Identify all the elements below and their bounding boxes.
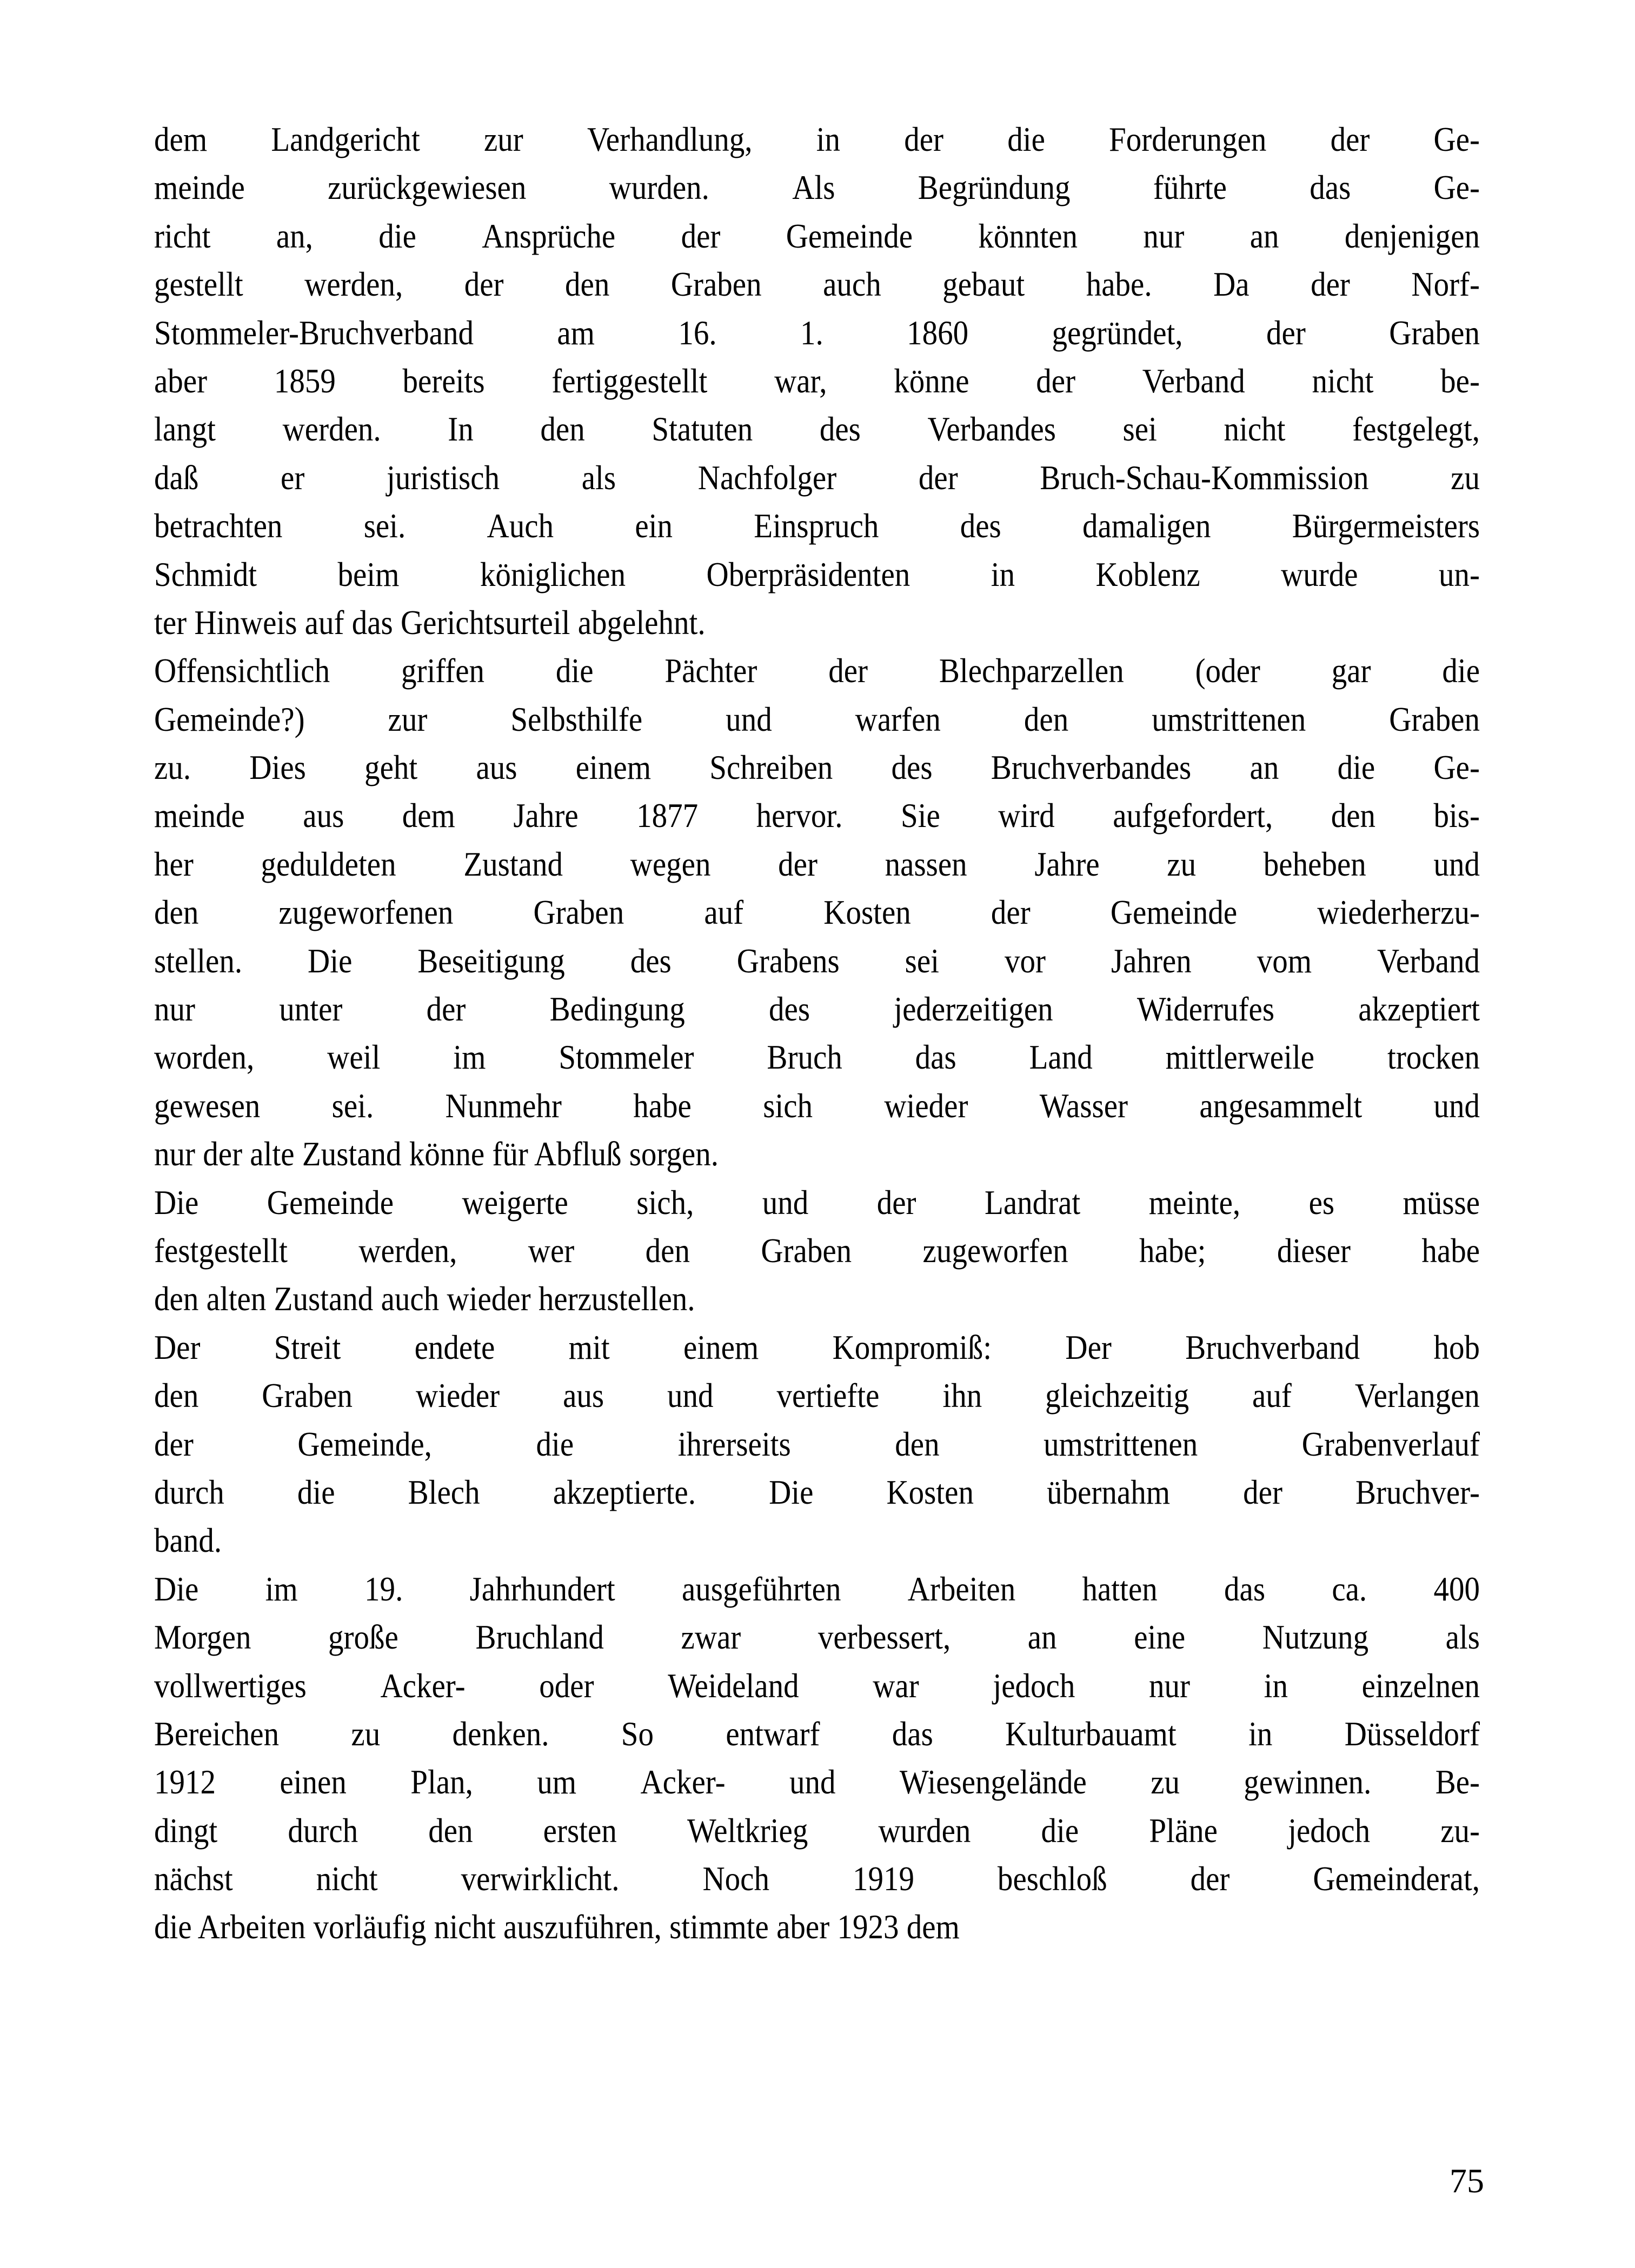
text-line: 1912 einen Plan, um Acker- und Wiesengelände zu gewinnen. Be-: [154, 1763, 1480, 1802]
text-line: stellen. Die Beseitigung des Grabens sei vor Jahren vom Verband: [154, 942, 1480, 980]
text-line: nur unter der Bedingung des jederzeitigen Widerrufes akzeptiert: [154, 990, 1480, 1029]
text-line: den alten Zustand auch wieder herzustellen.: [154, 1280, 695, 1318]
paragraph: [154, 1179, 1480, 1324]
text-line: Schmidt beim königlichen Oberpräsidenten in Koblenz wurde un-: [154, 555, 1480, 593]
text-line: der Gemeinde, die ihrerseits den umstrittenen Grabenverlauf: [154, 1425, 1480, 1463]
paragraph: [154, 647, 1480, 1178]
text-line: vollwertiges Acker- oder Weideland war jedoch nur in einzelnen: [154, 1666, 1480, 1705]
paragraph: [154, 1565, 1480, 1952]
text-line: worden, weil im Stommeler Bruch das Land mittlerweile trocken: [154, 1038, 1480, 1077]
text-line: den zugeworfenen Graben auf Kosten der Gemeinde wiederherzu-: [154, 893, 1480, 932]
text-line: den Graben wieder aus und vertiefte ihn gleichzeitig auf Verlangen: [154, 1377, 1480, 1415]
text-line: aber 1859 bereits fertiggestellt war, könne der Verband nicht be-: [154, 362, 1480, 400]
paragraph: [154, 1324, 1480, 1565]
text-line: band.: [154, 1522, 222, 1560]
text-line: gestellt werden, der den Graben auch gebaut habe. Da der Norf-: [154, 265, 1480, 304]
text-line: zu. Dies geht aus einem Schreiben des Bruchverbandes an die Ge-: [154, 749, 1480, 787]
body-text-block: [154, 116, 1480, 1952]
text-line: her geduldeten Zustand wegen der nassen Jahre zu beheben und: [154, 845, 1480, 883]
text-line: Die im 19. Jahrhundert ausgeführten Arbeiten hatten das ca. 400: [154, 1570, 1480, 1608]
text-line: festgestellt werden, wer den Graben zugeworfen habe; dieser habe: [154, 1231, 1480, 1270]
text-line: Stommeler-Bruchverband am 16. 1. 1860 gegründet, der Graben: [154, 313, 1480, 352]
text-line: Der Streit endete mit einem Kompromiß: Der Bruchverband hob: [154, 1328, 1480, 1366]
text-line: durch die Blech akzeptierte. Die Kosten übernahm der Bruchver-: [154, 1473, 1480, 1511]
text-line: betrachten sei. Auch ein Einspruch des damaligen Bürgermeisters: [154, 507, 1480, 545]
text-line: die Arbeiten vorläufig nicht auszuführen, stimmte aber 1923 dem: [154, 1908, 960, 1946]
text-line: Bereichen zu denken. So entwarf das Kulturbauamt in Düsseldorf: [154, 1715, 1480, 1753]
page-number: 75: [1450, 2162, 1484, 2200]
text-line: dem Landgericht zur Verhandlung, in der die Forderungen der Ge-: [154, 121, 1480, 158]
text-line: daß er juristisch als Nachfolger der Bruch-Schau-Kommission zu: [154, 458, 1480, 497]
text-line: langt werden. In den Statuten des Verbandes sei nicht festgelegt,: [154, 410, 1480, 449]
text-line: Offensichtlich griffen die Pächter der Blechparzellen (oder gar die: [154, 652, 1480, 690]
text-line: ter Hinweis auf das Gerichtsurteil abgelehnt.: [154, 603, 706, 642]
text-line: meinde aus dem Jahre 1877 hervor. Sie wird aufgefordert, den bis-: [154, 797, 1480, 835]
text-line: nächst nicht verwirklicht. Noch 1919 beschloß der Gemeinderat,: [154, 1860, 1480, 1898]
text-line: meinde zurückgewiesen wurden. Als Begründung führte das Ge-: [154, 169, 1480, 207]
text-line: Gemeinde?) zur Selbsthilfe und warfen den umstrittenen Graben: [154, 700, 1480, 738]
paragraph: [154, 116, 1480, 647]
text-line: dingt durch den ersten Weltkrieg wurden die Pläne jedoch zu-: [154, 1811, 1480, 1850]
text-line: Die Gemeinde weigerte sich, und der Landrat meinte, es müsse: [154, 1183, 1480, 1222]
text-line: richt an, die Ansprüche der Gemeinde könnten nur an denjenigen: [154, 217, 1480, 255]
text-line: nur der alte Zustand könne für Abfluß sorgen.: [154, 1135, 719, 1173]
text-line: gewesen sei. Nunmehr habe sich wieder Wasser angesammelt und: [154, 1086, 1480, 1125]
text-line: Morgen große Bruchland zwar verbessert, an eine Nutzung als: [154, 1618, 1480, 1657]
